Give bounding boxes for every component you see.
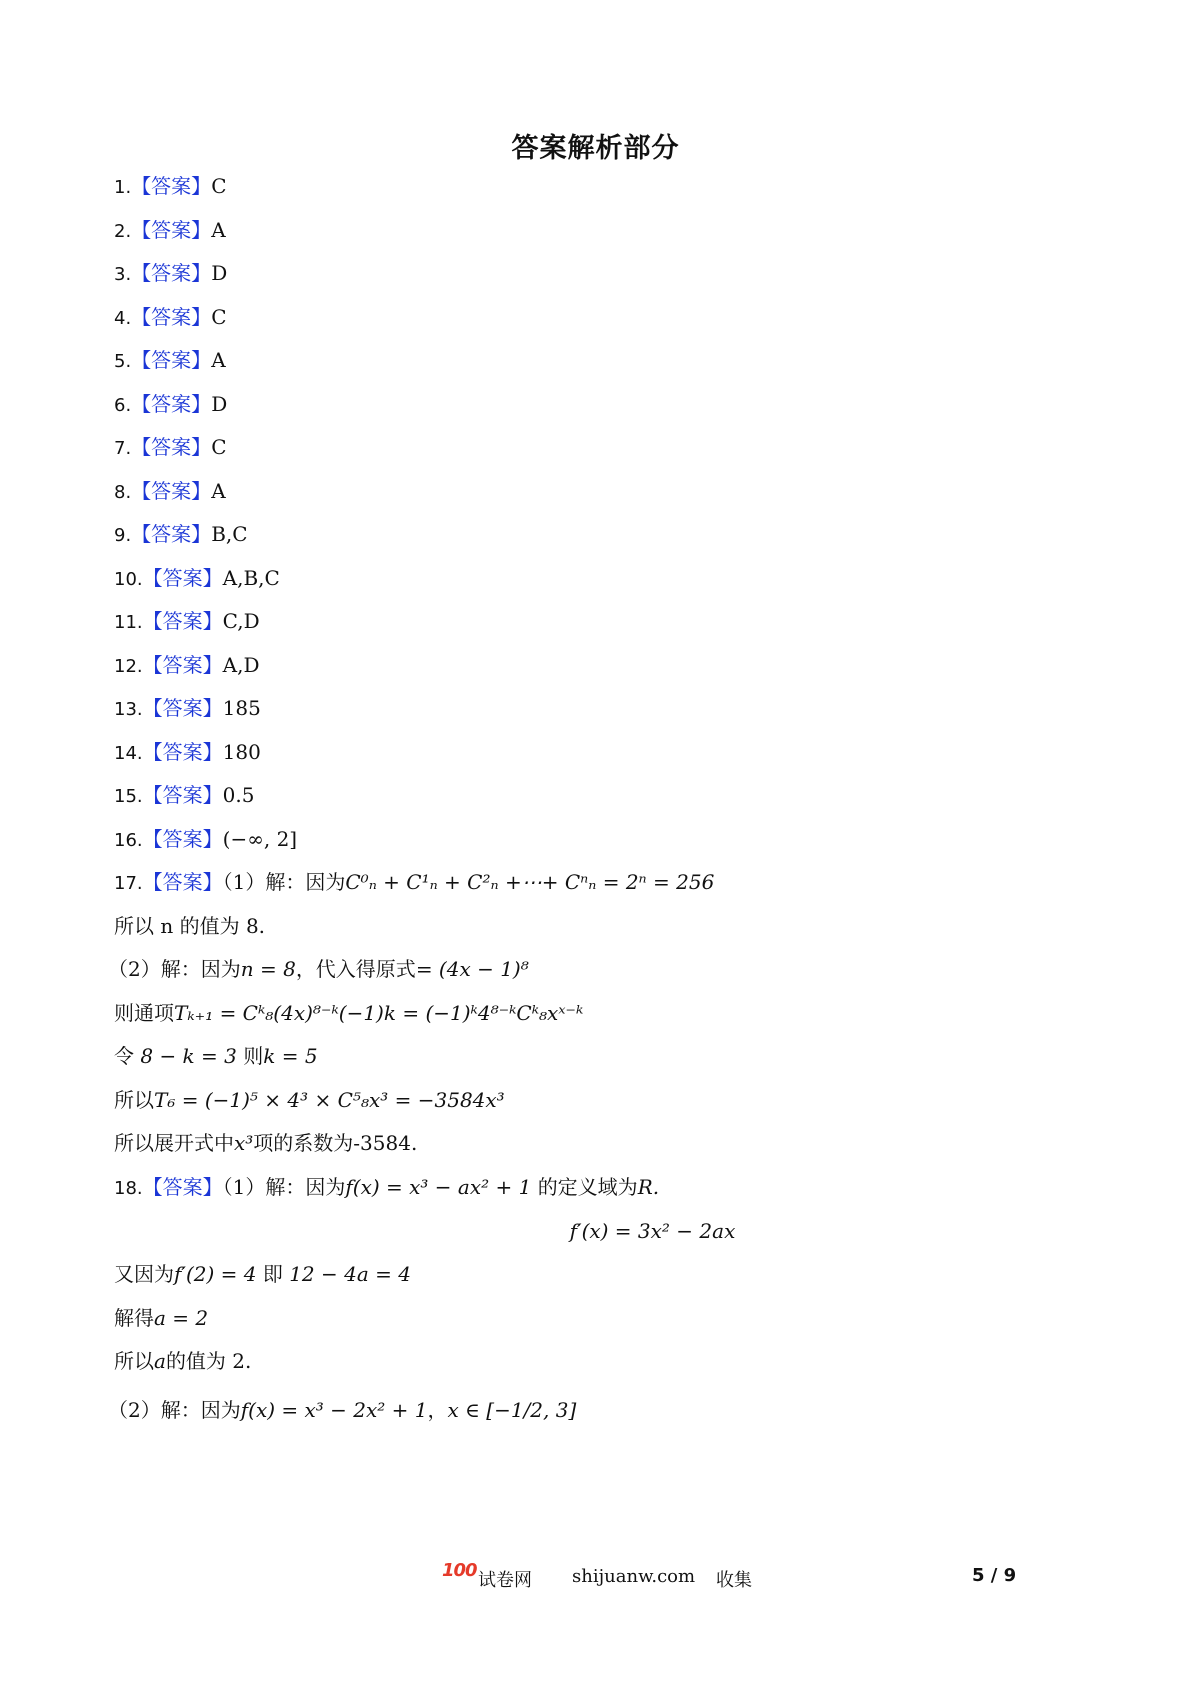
math-expression: 8 − k = 3	[140, 1044, 237, 1068]
answer-tag: 【答案】	[131, 348, 212, 372]
answer-tag: 【答案】	[131, 174, 212, 198]
answer-tag: 【答案】	[142, 609, 223, 633]
answer-tag: 【答案】	[142, 566, 223, 590]
answer-tag: 【答案】	[131, 261, 212, 285]
math-expression: a	[154, 1349, 166, 1373]
answer-item: 14.【答案】180	[114, 740, 261, 764]
math-expression: x³	[234, 1131, 254, 1155]
answer-item: 5.【答案】A	[114, 348, 226, 372]
math-expression: T₆ = (−1)⁵ × 4³ × C⁵₈x³ = −3584x³	[154, 1088, 505, 1112]
answer-item: 9.【答案】B,C	[114, 522, 248, 546]
site-name: 试卷网	[478, 1570, 532, 1591]
math-expression: f(x) = x³ − 2x² + 1	[240, 1398, 428, 1422]
answer-item: 8.【答案】A	[114, 479, 226, 503]
answer-item: 1.【答案】C	[114, 174, 227, 198]
answer-item: 15.【答案】0.5	[114, 783, 255, 807]
math-expression: C⁰ₙ + C¹ₙ + C²ₙ +⋯+ Cⁿₙ = 2ⁿ = 256	[345, 870, 715, 894]
solution-line: （2）解：因为f(x) = x³ − 2x² + 1，x ∈ [−1/2, 3]	[108, 1398, 577, 1422]
answer-item: 3.【答案】D	[114, 261, 228, 285]
solution-line: 所以 n 的值为 8.	[114, 914, 266, 938]
answer-tag: 【答案】	[131, 218, 212, 242]
site-logo: 100	[442, 1560, 477, 1581]
solution-line: 则通项Tₖ₊₁ = Cᵏ₈(4x)⁸⁻ᵏ(−1)k = (−1)ᵏ4⁸⁻ᵏCᵏ₈xˣ⁻ᵏ	[114, 1001, 584, 1025]
answer-item: 6.【答案】D	[114, 392, 228, 416]
answer-tag: 【答案】	[142, 870, 223, 894]
solution-line: 所以a的值为 2.	[114, 1349, 252, 1373]
answer-item: 16.【答案】(−∞, 2]	[114, 827, 298, 851]
answer-tag: 【答案】	[131, 479, 212, 503]
answer-item: 11.【答案】C,D	[114, 609, 260, 633]
solution-line: 又因为f′(2) = 4 即 12 − 4a = 4	[114, 1262, 411, 1286]
answer-item: 13.【答案】185	[114, 696, 261, 720]
solution-line: 所以T₆ = (−1)⁵ × 4³ × C⁵₈x³ = −3584x³	[114, 1088, 505, 1112]
solution-line: 解得a = 2	[114, 1306, 209, 1330]
page-number: 5 / 9	[972, 1565, 1017, 1586]
math-expression: R.	[637, 1175, 660, 1199]
solution-line: 18.【答案】（1）解：因为f(x) = x³ − ax² + 1 的定义域为R.	[114, 1175, 660, 1199]
answer-item: 12.【答案】A,D	[114, 653, 260, 677]
math-expression: x ∈ [−1/2, 3]	[447, 1398, 577, 1422]
answer-tag: 【答案】	[142, 696, 223, 720]
math-expression: Tₖ₊₁ = Cᵏ₈(4x)⁸⁻ᵏ(−1)k = (−1)ᵏ4⁸⁻ᵏCᵏ₈xˣ⁻ᵏ	[174, 1001, 584, 1025]
derivative-formula: f′(x) = 3x² − 2ax	[569, 1219, 736, 1243]
answer-tag: 【答案】	[131, 522, 212, 546]
math-expression: n = 8	[240, 957, 296, 981]
answer-tag: 【答案】	[131, 392, 212, 416]
math-expression: f′(2) = 4	[174, 1262, 257, 1286]
math-expression: 12 − 4a = 4	[289, 1262, 411, 1286]
math-expression: f(x) = x³ − ax² + 1	[345, 1175, 532, 1199]
answer-item: 2.【答案】A	[114, 218, 226, 242]
answer-tag: 【答案】	[142, 740, 223, 764]
math-expression: a = 2	[154, 1306, 209, 1330]
answer-item: 7.【答案】C	[114, 435, 227, 459]
answer-item: 4.【答案】C	[114, 305, 227, 329]
answer-tag: 【答案】	[131, 305, 212, 329]
solution-line: 17.【答案】（1）解：因为C⁰ₙ + C¹ₙ + C²ₙ +⋯+ Cⁿₙ = 2ⁿ = 256	[114, 870, 715, 894]
solution-line: （2）解：因为n = 8，代入得原式= (4x − 1)⁸	[108, 957, 529, 981]
math-expression: k = 5	[263, 1044, 318, 1068]
solution-line: 所以展开式中x³项的系数为-3584.	[114, 1131, 418, 1155]
math-expression: = (4x − 1)⁸	[415, 957, 529, 981]
answer-item: 10.【答案】A,B,C	[114, 566, 280, 590]
page-title: 答案解析部分	[511, 133, 680, 164]
answer-tag: 【答案】	[142, 653, 223, 677]
answer-tag: 【答案】	[142, 783, 223, 807]
site-domain: shijuanw.com	[572, 1566, 696, 1587]
answer-tag: 【答案】	[131, 435, 212, 459]
answer-tag: 【答案】	[142, 1175, 223, 1199]
answer-tag: 【答案】	[142, 827, 223, 851]
solution-line: 令 8 − k = 3 则k = 5	[114, 1044, 318, 1068]
collect-label: 收集	[716, 1570, 752, 1591]
